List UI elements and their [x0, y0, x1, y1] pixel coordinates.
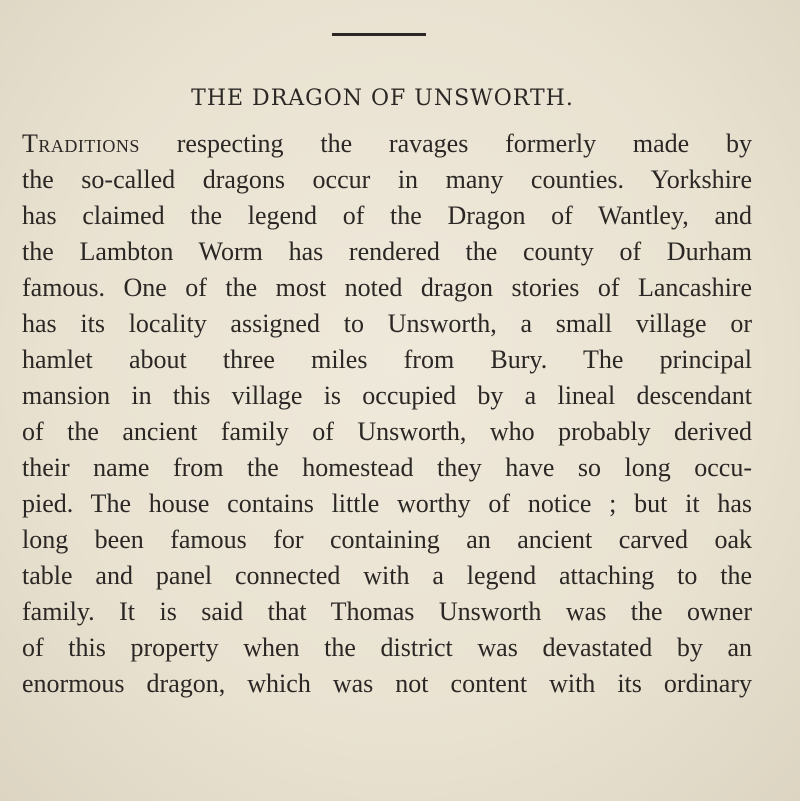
chapter-heading: THE DRAGON OF UNSWORTH. — [191, 86, 574, 111]
text-line: of this property when the district was devastated by an — [22, 633, 752, 662]
body-text — [22, 126, 752, 702]
text-line: enormous dragon, which was not content with its ordinary — [22, 669, 752, 698]
text-line: their name from the homestead they have so long occu- — [22, 453, 752, 482]
text-line: has claimed the legend of the Dragon of Wantley, and — [22, 201, 752, 230]
text-line: Traditions respecting the ravages formerly made by — [22, 129, 752, 158]
header-rule — [332, 33, 426, 36]
text-line: pied. The house contains little worthy of notice ; but it has — [22, 489, 752, 518]
text-line: long been famous for containing an ancient carved oak — [22, 525, 752, 554]
text-line: the Lambton Worm has rendered the county of Durham — [22, 237, 752, 266]
text-line: the so-called dragons occur in many counties. Yorkshire — [22, 165, 752, 194]
drop-word: Traditions — [22, 129, 140, 158]
text-line: of the ancient family of Unsworth, who probably derived — [22, 417, 752, 446]
text-line: family. It is said that Thomas Unsworth was the owner — [22, 597, 752, 626]
text-line: famous. One of the most noted dragon stories of Lancashire — [22, 273, 752, 302]
text-line: table and panel connected with a legend attaching to the — [22, 561, 752, 590]
text-line: hamlet about three miles from Bury. The principal — [22, 345, 752, 374]
text-line: mansion in this village is occupied by a lineal descendant — [22, 381, 752, 410]
text-line: has its locality assigned to Unsworth, a small village or — [22, 309, 752, 338]
